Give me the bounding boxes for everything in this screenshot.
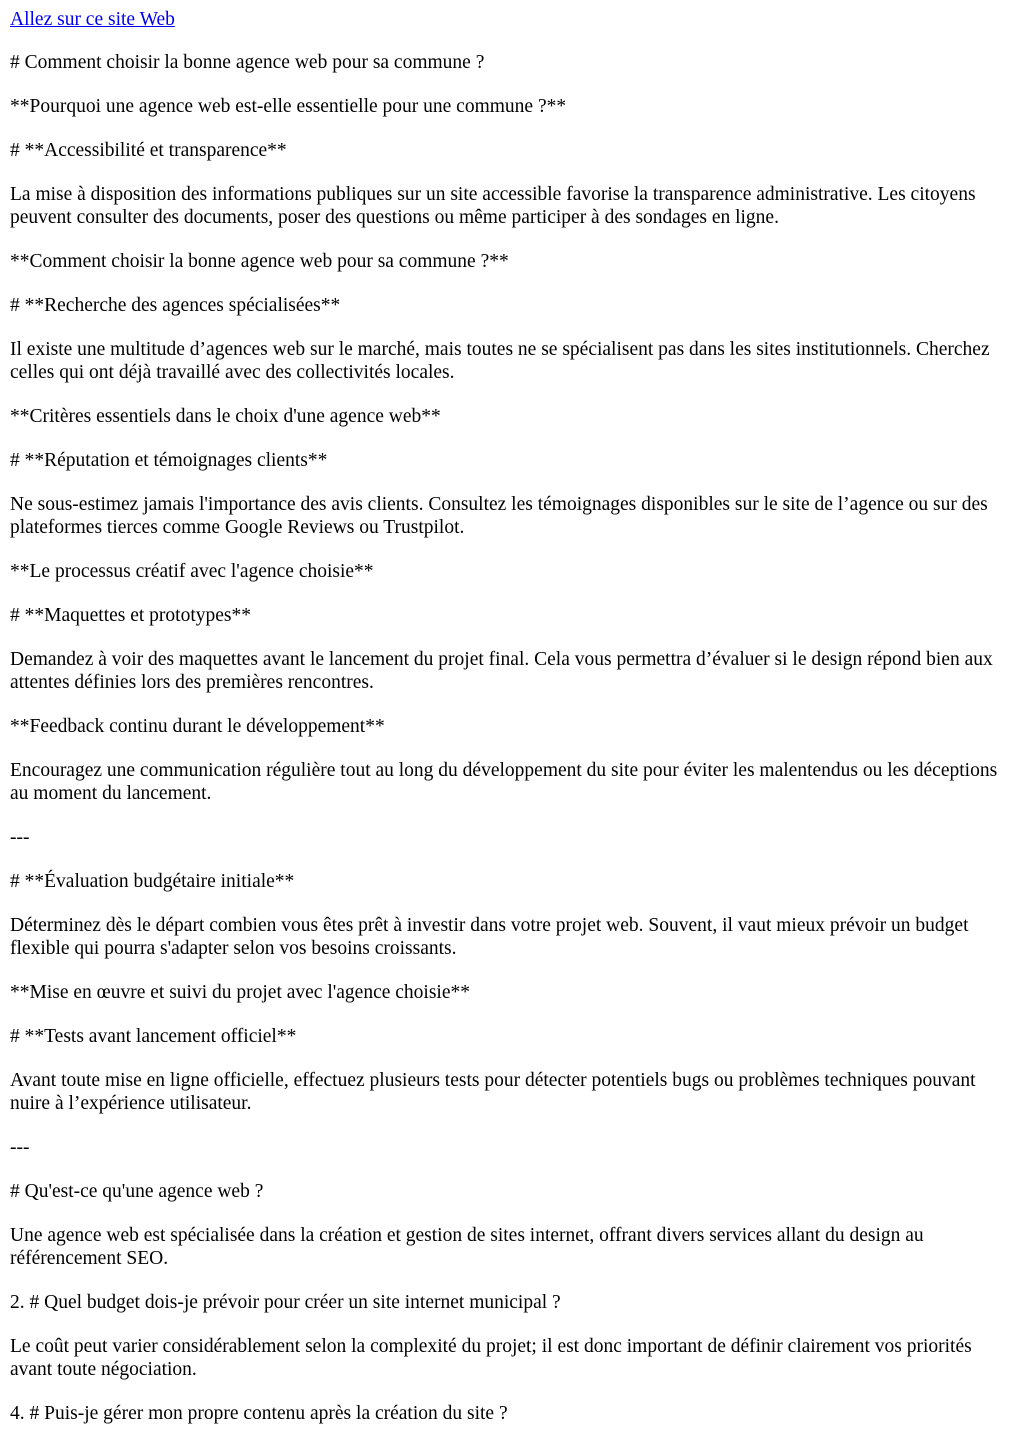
heading-comment-choisir: # Comment choisir la bonne agence web pour sa commune ? [10,52,485,73]
subheading-pourquoi: **Pourquoi une agence web est-elle essentielle pour une commune ?** [10,96,567,117]
paragraph-maquettes: Demandez à voir des maquettes avant le lancement du projet final. Cela vous permettra d’évaluer si le design répond bien aux attentes définies lors des premières rencontres. [10,649,993,693]
heading-quest-ce: # Qu'est-ce qu'une agence web ? [10,1181,264,1202]
heading-recherche: # **Recherche des agences spécialisées** [10,295,341,316]
heading-accessibilite: # **Accessibilité et transparence** [10,140,287,161]
paragraph-quest-ce: Une agence web est spécialisée dans la création et gestion de sites internet, offrant divers services allant du design au référencement SEO. [10,1225,924,1269]
heading-gerer-contenu: 4. # Puis-je gérer mon propre contenu après la création du site ? [10,1403,508,1424]
paragraph-evaluation: Déterminez dès le départ combien vous êtes prêt à investir dans votre projet web. Souvent, il vaut mieux prévoir un budget flexible qui pourra s'adapter selon vos besoins croissants. [10,915,969,959]
heading-evaluation: # **Évaluation budgétaire initiale** [10,871,295,892]
subheading-processus: **Le processus créatif avec l'agence choisie** [10,561,374,582]
link-line [10,8,1014,31]
heading-tests: # **Tests avant lancement officiel** [10,1026,297,1047]
paragraph-recherche: Il existe une multitude d’agences web sur le marché, mais toutes ne se spécialisent pas dans les sites institutionnels. Cherchez celles qui ont déjà travaillé avec des collectivités locales. [10,339,990,383]
paragraph-feedback: Encouragez une communication régulière tout au long du développement du site pour éviter les malentendus ou les déceptions au moment du lancement. [10,760,998,804]
paragraph-reputation: Ne sous-estimez jamais l'importance des avis clients. Consultez les témoignages disponibles sur le site de l’agence ou sur des plateformes tierces comme Google Reviews ou Trustpilot. [10,494,988,538]
heading-reputation: # **Réputation et témoignages clients** [10,450,328,471]
separator-2: --- [10,1137,30,1158]
page-content [10,8,1014,1425]
visit-site-link[interactable]: Allez sur ce site Web [10,9,175,30]
paragraph-budget: Le coût peut varier considérablement selon la complexité du projet; il est donc important de définir clairement vos priorités avant toute négociation. [10,1336,972,1380]
subheading-criteres: **Critères essentiels dans le choix d'une agence web** [10,406,441,427]
subheading-mise-en-oeuvre: **Mise en œuvre et suivi du projet avec l'agence choisie** [10,982,470,1003]
subheading-comment-choisir: **Comment choisir la bonne agence web pour sa commune ?** [10,251,509,272]
subheading-feedback: **Feedback continu durant le développement** [10,716,385,737]
separator-1: --- [10,827,30,848]
paragraph-accessibilite: La mise à disposition des informations publiques sur un site accessible favorise la transparence administrative. Les citoyens peuvent consulter des documents, poser des questions ou même participer à des sondages en ligne. [10,184,976,228]
heading-maquettes: # **Maquettes et prototypes** [10,605,251,626]
paragraph-tests: Avant toute mise en ligne officielle, effectuez plusieurs tests pour détecter potentiels bugs ou problèmes techniques pouvant nuire à l’expérience utilisateur. [10,1070,976,1114]
heading-budget: 2. # Quel budget dois-je prévoir pour créer un site internet municipal ? [10,1292,561,1313]
